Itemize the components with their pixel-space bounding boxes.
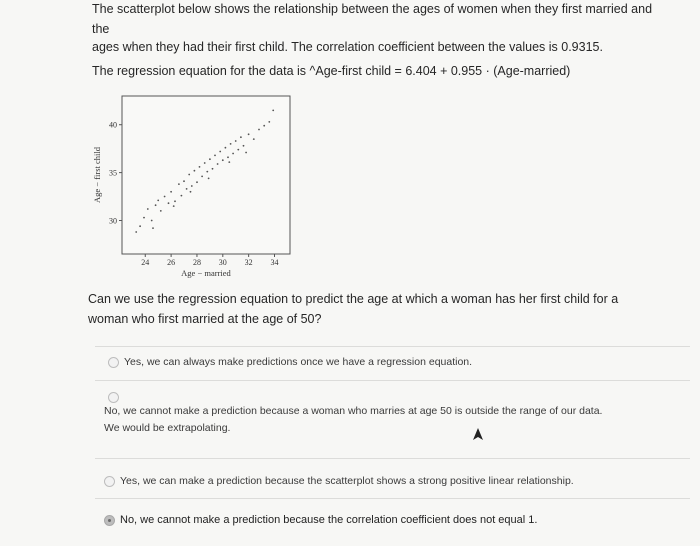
data-point <box>243 145 245 147</box>
y-axis-label: Age − first child <box>92 146 102 204</box>
data-point <box>178 183 180 185</box>
data-point <box>139 225 141 227</box>
data-point <box>272 110 274 112</box>
data-point <box>237 149 239 151</box>
mouse-cursor-icon <box>472 427 484 441</box>
data-point <box>170 191 172 193</box>
x-tick-label: 30 <box>218 258 227 267</box>
data-point <box>212 168 214 170</box>
data-point <box>206 171 208 173</box>
data-point <box>232 153 234 155</box>
data-point <box>194 170 196 172</box>
data-point <box>181 195 183 197</box>
data-point <box>209 158 211 160</box>
option-2-label-line-1: No, we cannot make a prediction because a woman who marries at age 50 is outside the range of our data. <box>104 405 603 417</box>
data-point <box>173 205 175 207</box>
data-point <box>240 136 242 138</box>
x-tick-label: 34 <box>270 258 279 267</box>
question-prompt <box>88 289 648 329</box>
y-tick-label: 35 <box>109 168 117 178</box>
data-point <box>190 191 192 193</box>
data-point <box>217 163 219 165</box>
data-point <box>230 143 232 145</box>
question-line-1: Can we use the regression equation to predict the age at which a woman has her first child for a <box>88 292 619 306</box>
data-point <box>227 156 229 158</box>
y-tick-label: 40 <box>109 120 117 130</box>
intro-line-2: the <box>92 22 110 36</box>
data-point <box>204 162 206 164</box>
data-point <box>268 121 270 123</box>
data-point <box>253 138 255 140</box>
option-4-label: No, we cannot make a prediction because the correlation coefficient does not equal 1. <box>120 514 538 526</box>
data-point <box>183 180 185 182</box>
data-point <box>222 159 224 161</box>
y-tick-label: 30 <box>109 216 117 226</box>
x-axis-label: Age − married <box>181 268 231 278</box>
option-3-radio[interactable] <box>104 476 115 487</box>
data-point <box>263 125 265 127</box>
option-2-radio[interactable] <box>108 392 119 403</box>
option-divider <box>95 498 690 499</box>
data-point <box>147 208 149 210</box>
option-divider <box>95 346 690 347</box>
x-tick-label: 28 <box>192 258 201 267</box>
data-point <box>188 174 190 176</box>
x-tick-label: 24 <box>141 258 150 267</box>
data-point <box>248 133 250 135</box>
data-point <box>208 178 210 180</box>
plot-frame <box>122 96 290 254</box>
x-tick-label: 26 <box>167 258 176 267</box>
option-2-label-line-2: We would be extrapolating. <box>104 422 231 434</box>
data-point <box>191 185 193 187</box>
data-point <box>157 200 159 202</box>
data-point <box>214 155 216 157</box>
data-point <box>135 231 137 233</box>
data-point <box>219 151 221 153</box>
data-point <box>186 188 188 190</box>
data-point <box>143 217 145 219</box>
regression-equation: The regression equation for the data is ^Age-first child = 6.404 + 0.955 · (Age-married) <box>92 64 571 78</box>
data-point <box>235 140 237 142</box>
data-point <box>174 200 176 202</box>
data-point <box>201 176 203 178</box>
scatterplot <box>88 88 298 283</box>
data-point <box>164 196 166 198</box>
x-tick-label: 32 <box>244 258 253 267</box>
scatterplot-svg <box>88 88 298 283</box>
option-1-label: Yes, we can always make predictions once we have a regression equation. <box>124 356 473 368</box>
intro-line-3: ages when they had their first child. The correlation coefficient between the values is 0.9315. <box>92 40 603 54</box>
data-point <box>228 161 230 163</box>
data-point <box>258 129 260 131</box>
data-point <box>151 220 153 222</box>
data-point <box>152 227 154 229</box>
data-point <box>168 202 170 204</box>
data-point <box>245 152 247 154</box>
data-point <box>196 181 198 183</box>
intro-line-1: The scatterplot below shows the relationship between the ages of women when they first married and <box>92 2 653 16</box>
data-point <box>199 166 201 168</box>
data-point <box>160 210 162 212</box>
option-4-radio-selected[interactable] <box>104 515 115 526</box>
option-1-radio[interactable] <box>108 357 119 368</box>
option-3-label: Yes, we can make a prediction because the scatterplot shows a strong positive linear relationship. <box>120 475 574 487</box>
question-line-2: woman who first married at the age of 50? <box>88 312 322 326</box>
option-divider <box>95 458 690 459</box>
data-point <box>155 204 157 206</box>
option-divider <box>95 380 690 381</box>
data-point <box>225 147 227 149</box>
